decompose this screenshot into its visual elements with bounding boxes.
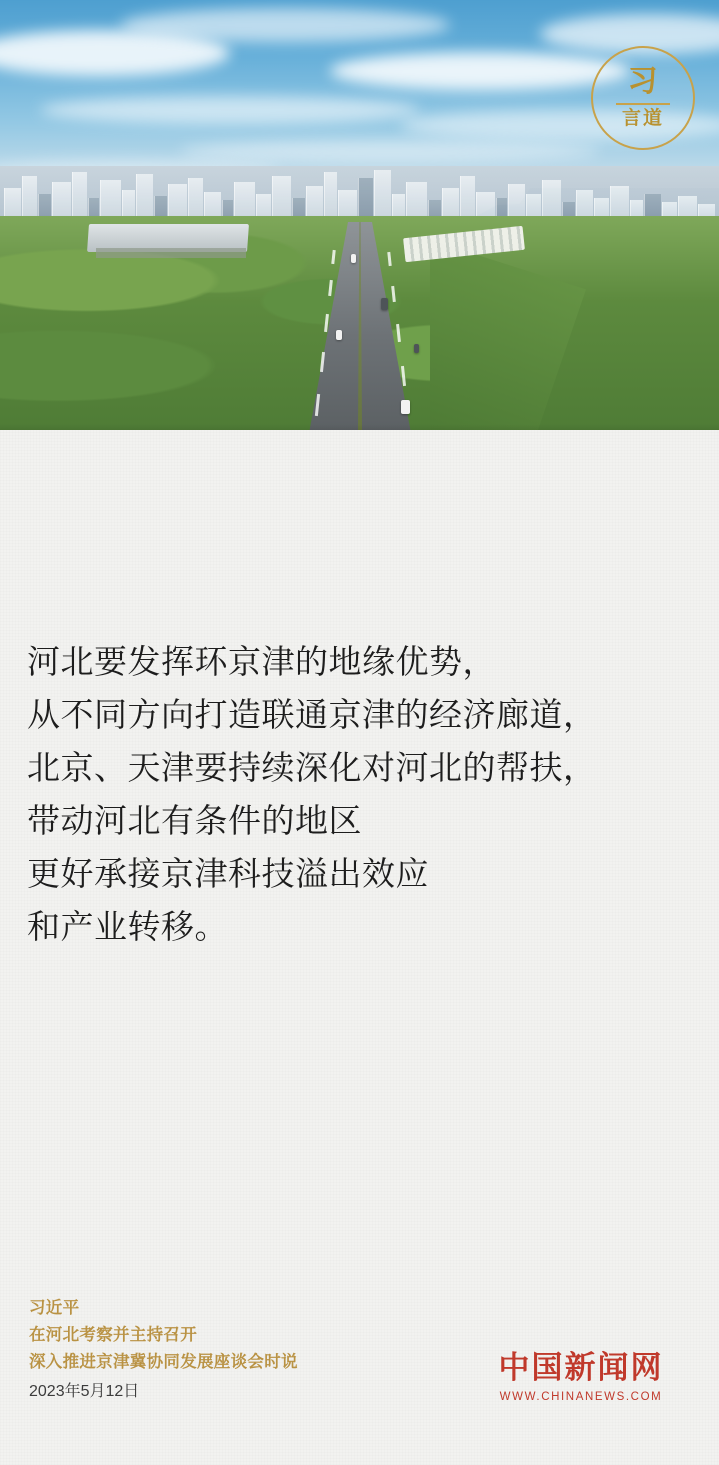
cloud [330, 52, 630, 90]
car [414, 344, 419, 353]
hero-photo [0, 0, 719, 430]
chinanews-url: WWW.CHINANEWS.COM [499, 1391, 663, 1403]
car [336, 330, 342, 340]
seal-bottom-chars: 言道 [621, 107, 664, 130]
car [351, 254, 356, 263]
quote-block [27, 635, 687, 953]
quote-line: 和产业转移。 [27, 907, 228, 946]
car [401, 400, 410, 414]
paper-body [0, 430, 719, 1465]
seal-top-char: 习 [627, 64, 659, 100]
speaker-name: 习近平 [29, 1298, 80, 1317]
speech-date: 2023年5月12日 [29, 1383, 140, 1400]
car [381, 298, 388, 310]
attribution-block [29, 1294, 449, 1402]
quote-line: 更好承接京津科技溢出效应 [27, 854, 429, 893]
cloud [40, 96, 420, 124]
quote-line: 从不同方向打造联通京津的经济廊道， [27, 695, 597, 734]
seal-divider [616, 103, 670, 105]
cloud [180, 140, 600, 162]
quote-line: 北京、天津要持续深化对河北的帮扶， [27, 748, 597, 787]
quote-line: 带动河北有条件的地区 [27, 801, 362, 840]
cloud [120, 8, 450, 42]
chinanews-logo [471, 1351, 691, 1403]
long-low-building-shadow [96, 248, 246, 258]
quote-line: 河北要发挥环京津的地缘优势， [27, 642, 496, 681]
chinanews-name: 中国新闻网 [498, 1349, 664, 1386]
occasion-line-2: 深入推进京津冀协同发展座谈会时说 [29, 1352, 298, 1371]
xi-yan-dao-seal [591, 46, 695, 150]
occasion-line-1: 在河北考察并主持召开 [29, 1325, 197, 1344]
